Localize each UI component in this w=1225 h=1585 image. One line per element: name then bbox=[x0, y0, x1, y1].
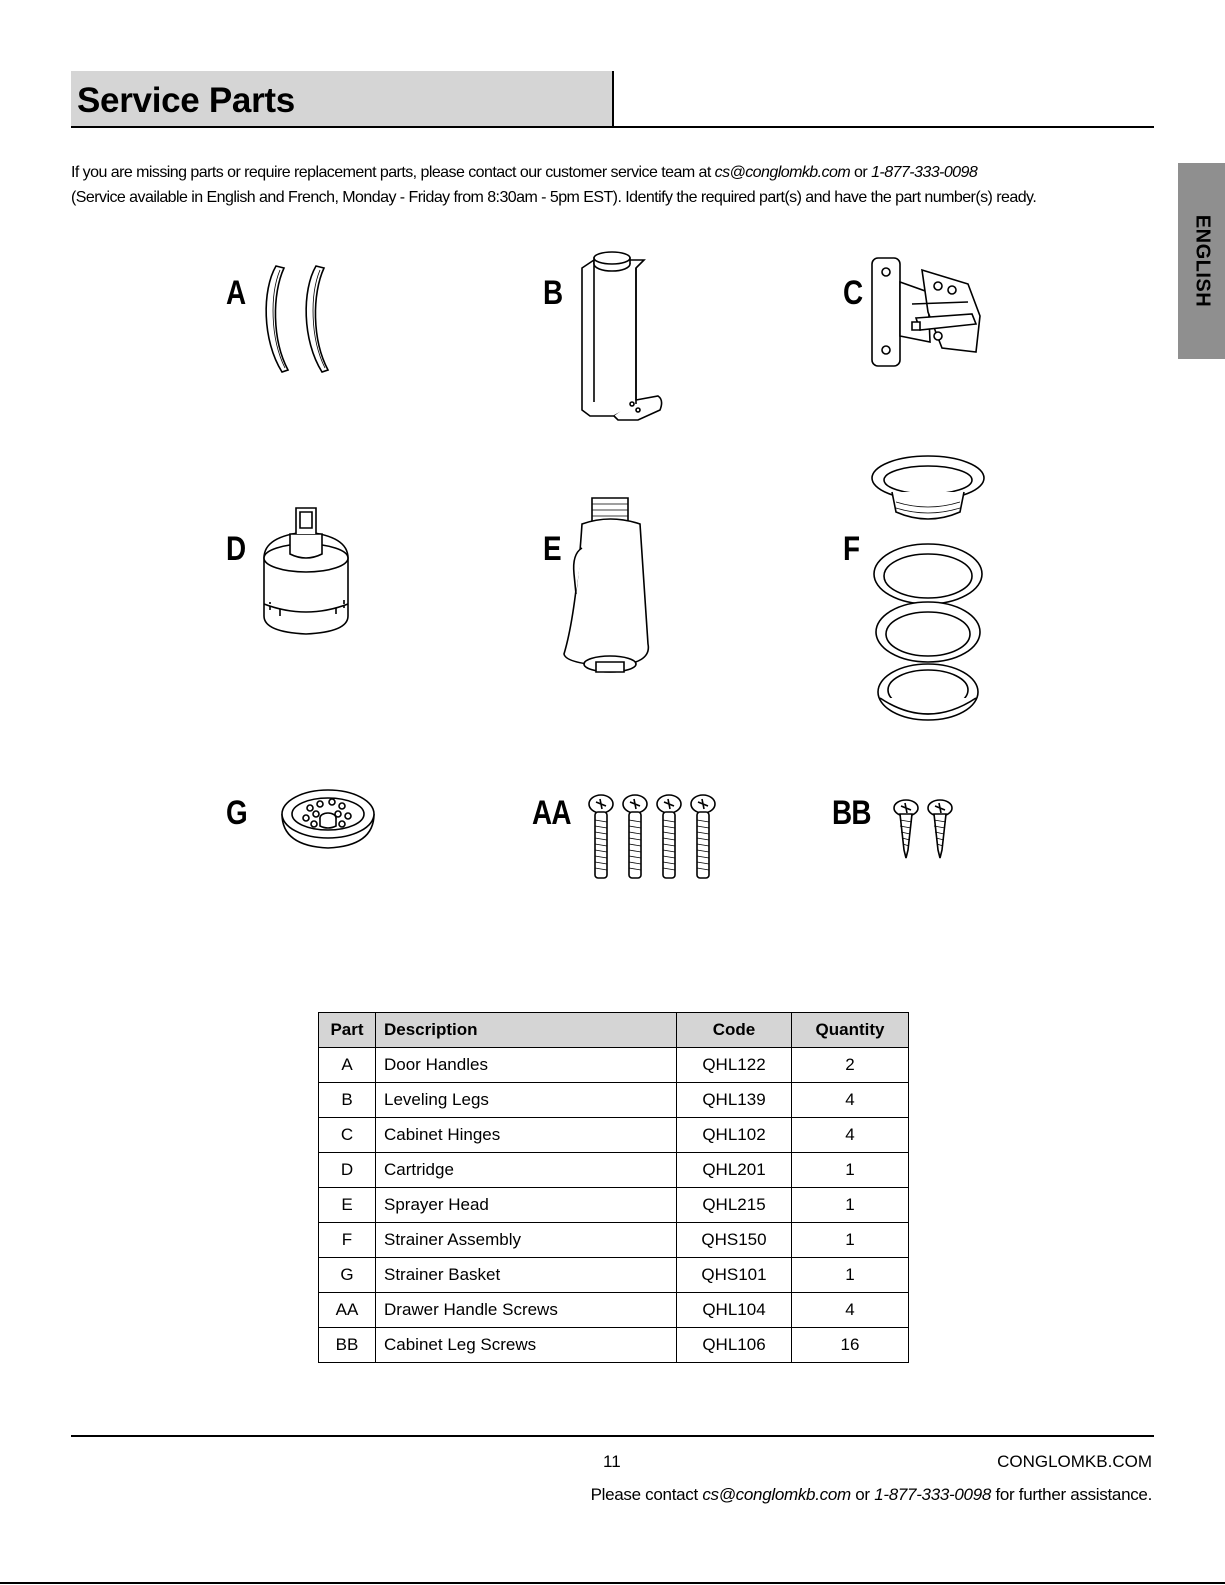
footer-phone-link[interactable]: 1-877-333-0098 bbox=[874, 1485, 992, 1504]
cell-code: QHL104 bbox=[677, 1293, 792, 1328]
cell-part: C bbox=[319, 1118, 376, 1153]
table-row bbox=[319, 1188, 909, 1223]
part-label-a: A bbox=[226, 274, 246, 312]
door-handles-illustration bbox=[258, 260, 338, 380]
header-part: Part bbox=[319, 1013, 376, 1048]
cell-description: Cartridge bbox=[376, 1153, 677, 1188]
cell-quantity: 1 bbox=[792, 1153, 909, 1188]
cabinet-hinge-illustration bbox=[872, 252, 992, 382]
footer-contact bbox=[591, 1485, 1152, 1505]
cell-part: F bbox=[319, 1223, 376, 1258]
header-code: Code bbox=[677, 1013, 792, 1048]
cell-quantity: 16 bbox=[792, 1328, 909, 1363]
cell-description: Strainer Assembly bbox=[376, 1223, 677, 1258]
footer-contact-prefix: Please contact bbox=[590, 1485, 703, 1504]
page-number: 11 bbox=[603, 1452, 621, 1471]
language-tab-label: ENGLISH bbox=[1191, 214, 1213, 308]
title-band bbox=[71, 71, 612, 127]
language-tab bbox=[1178, 163, 1225, 359]
intro-line-2: (Service available in English and French, Monday - Friday from 8:30am - 5pm EST). Identify the required part(s) and have the part number(s) ready. bbox=[71, 189, 1037, 206]
part-label-d: D bbox=[226, 530, 246, 568]
page-bottom-rule bbox=[0, 1582, 1225, 1584]
intro-or: or bbox=[850, 164, 872, 181]
cell-code: QHS101 bbox=[677, 1258, 792, 1293]
part-label-c: C bbox=[843, 274, 863, 312]
cell-quantity: 4 bbox=[792, 1083, 909, 1118]
cell-quantity: 2 bbox=[792, 1048, 909, 1083]
part-label-bb: BB bbox=[832, 794, 871, 832]
strainer-assembly-illustration bbox=[866, 454, 990, 730]
cell-description: Drawer Handle Screws bbox=[376, 1293, 677, 1328]
cell-part: E bbox=[319, 1188, 376, 1223]
header-quantity: Quantity bbox=[792, 1013, 909, 1048]
page-title: Service Parts bbox=[77, 81, 295, 120]
part-label-b: B bbox=[543, 274, 563, 312]
intro-phone-link[interactable]: 1-877-333-0098 bbox=[871, 164, 978, 181]
footer-email-link[interactable]: cs@conglomkb.com bbox=[702, 1485, 851, 1504]
part-label-f: F bbox=[843, 530, 860, 568]
cell-description: Cabinet Hinges bbox=[376, 1118, 677, 1153]
cell-description: Strainer Basket bbox=[376, 1258, 677, 1293]
strainer-basket-illustration bbox=[280, 786, 376, 856]
cell-quantity: 1 bbox=[792, 1223, 909, 1258]
cell-description: Door Handles bbox=[376, 1048, 677, 1083]
cell-part: B bbox=[319, 1083, 376, 1118]
cell-code: QHS150 bbox=[677, 1223, 792, 1258]
table-header-row bbox=[319, 1013, 909, 1048]
cell-description: Leveling Legs bbox=[376, 1083, 677, 1118]
cell-quantity: 1 bbox=[792, 1258, 909, 1293]
table-row bbox=[319, 1118, 909, 1153]
parts-table bbox=[318, 1012, 909, 1363]
cell-code: QHL122 bbox=[677, 1048, 792, 1083]
part-label-g: G bbox=[226, 794, 247, 832]
cell-code: QHL201 bbox=[677, 1153, 792, 1188]
website-link[interactable]: CONGLOMKB.COM bbox=[997, 1452, 1152, 1471]
cell-part: BB bbox=[319, 1328, 376, 1363]
table-row bbox=[319, 1223, 909, 1258]
cell-part: A bbox=[319, 1048, 376, 1083]
footer-rule bbox=[71, 1435, 1154, 1437]
intro-text: If you are missing parts or require replacement parts, please contact our customer service team at bbox=[71, 164, 715, 181]
table-row bbox=[319, 1293, 909, 1328]
cell-part: D bbox=[319, 1153, 376, 1188]
cell-code: QHL106 bbox=[677, 1328, 792, 1363]
footer-contact-suffix: for further assistance. bbox=[991, 1485, 1152, 1504]
table-row bbox=[319, 1328, 909, 1363]
cell-code: QHL139 bbox=[677, 1083, 792, 1118]
drawer-handle-screws-illustration bbox=[585, 792, 725, 884]
intro-email-link[interactable]: cs@conglomkb.com bbox=[714, 164, 851, 181]
table-row bbox=[319, 1083, 909, 1118]
footer-or: or bbox=[850, 1485, 875, 1504]
cartridge-illustration bbox=[260, 504, 360, 644]
cell-code: QHL215 bbox=[677, 1188, 792, 1223]
cell-description: Sprayer Head bbox=[376, 1188, 677, 1223]
cell-part: G bbox=[319, 1258, 376, 1293]
table-row bbox=[319, 1153, 909, 1188]
sprayer-head-illustration bbox=[562, 494, 662, 684]
cell-quantity: 4 bbox=[792, 1118, 909, 1153]
part-label-aa: AA bbox=[532, 794, 571, 832]
table-row bbox=[319, 1048, 909, 1083]
leveling-leg-illustration bbox=[578, 254, 668, 426]
title-rule bbox=[71, 126, 1154, 128]
table-row bbox=[319, 1258, 909, 1293]
title-divider bbox=[612, 71, 614, 128]
header-description: Description bbox=[376, 1013, 677, 1048]
cell-description: Cabinet Leg Screws bbox=[376, 1328, 677, 1363]
intro-paragraph bbox=[71, 160, 1171, 210]
cell-quantity: 1 bbox=[792, 1188, 909, 1223]
cell-code: QHL102 bbox=[677, 1118, 792, 1153]
cell-part: AA bbox=[319, 1293, 376, 1328]
part-label-e: E bbox=[543, 530, 561, 568]
cabinet-leg-screws-illustration bbox=[892, 798, 962, 862]
intro-line-1 bbox=[71, 160, 1171, 185]
cell-quantity: 4 bbox=[792, 1293, 909, 1328]
